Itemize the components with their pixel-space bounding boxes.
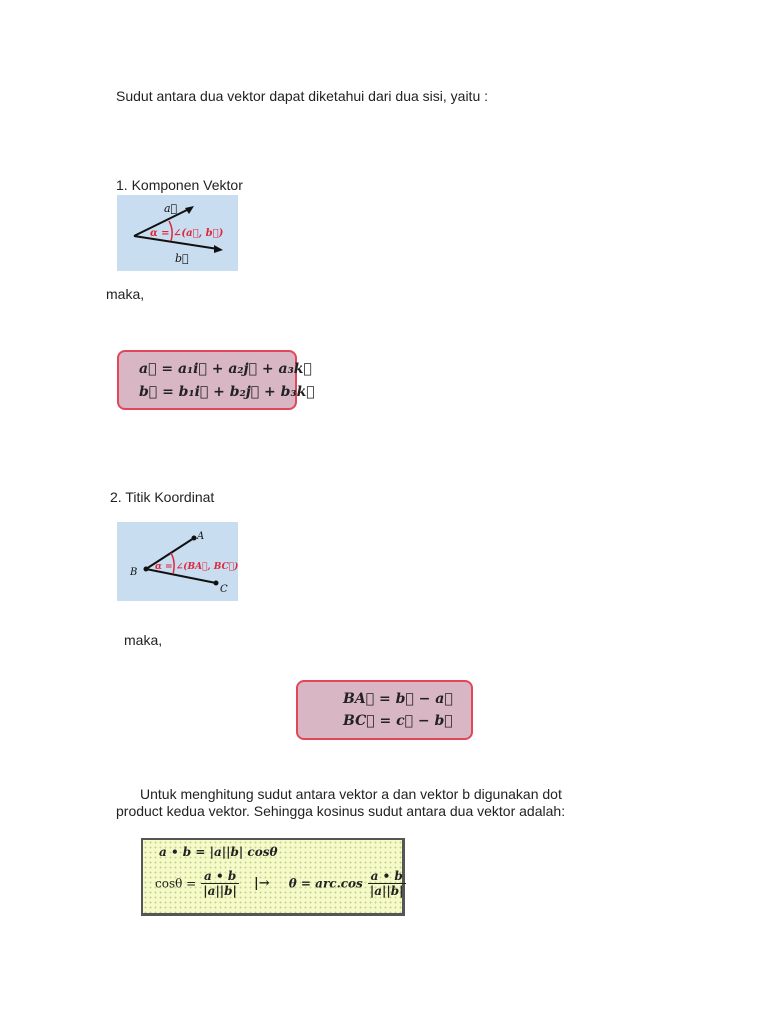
point-c-dot (214, 581, 219, 586)
maka-label-1: maka, (106, 286, 145, 302)
point-b-dot (144, 567, 149, 572)
paragraph-line-1: Untuk menghitung sudut antara vektor a dan vektor b digunakan dot (140, 786, 562, 802)
point-angle-diagram (117, 522, 238, 601)
cosine-formula-row (155, 869, 406, 898)
dot-product-definition: a • b = |a||b| cosθ (159, 845, 278, 859)
vector-a-label: a⃗ (164, 202, 178, 215)
arccos-fraction (368, 869, 406, 898)
theta-arccos-label: θ = arc.cos (288, 876, 363, 891)
paragraph-line-2: product kedua vektor. Sehingga kosinus sudut antara dua vektor adalah: (116, 803, 566, 819)
equation-bc: BC⃗ = c⃗ − b⃗ (343, 713, 453, 729)
point-a-dot (192, 536, 197, 541)
point-a-label: A (197, 531, 205, 542)
cosine-fraction-numerator: a • b (201, 869, 239, 884)
cosine-fraction-denominator: |a||b| (203, 884, 237, 898)
arccos-fraction-denominator: |a||b| (369, 884, 404, 898)
point-c-label: C (220, 584, 228, 595)
cosine-fraction (201, 869, 239, 898)
section2-heading: 2. Titik Koordinat (110, 489, 215, 505)
intro-text: Sudut antara dua vektor dapat diketahui dari dua sisi, yaitu : (116, 88, 489, 104)
coordinate-equation-box (296, 680, 473, 740)
equation-b-components: b⃗ = b₁i⃗ + b₂j⃗ + b₃k⃗ (139, 384, 315, 400)
arccos-fraction-numerator: a • b (368, 869, 406, 884)
angle-label: α = ∠(BA⃗, BC⃗) (155, 562, 238, 572)
vector-angle-diagram (117, 195, 238, 271)
vector-b-label: b⃗ (175, 252, 189, 265)
dot-product-formula-box (141, 838, 405, 916)
maps-to-arrow: |→ (254, 876, 270, 891)
equation-a-components: a⃗ = a₁i⃗ + a₂j⃗ + a₃k⃗ (139, 361, 312, 377)
equation-ba: BA⃗ = b⃗ − a⃗ (343, 691, 453, 707)
angle-label: α = ∠(a⃗, b⃗) (150, 228, 224, 239)
maka-label-2: maka, (124, 632, 163, 648)
cos-theta-label: cosθ = (155, 876, 197, 891)
section1-heading: 1. Komponen Vektor (116, 177, 243, 193)
component-equation-box (117, 350, 315, 410)
point-b-label: B (130, 567, 138, 578)
